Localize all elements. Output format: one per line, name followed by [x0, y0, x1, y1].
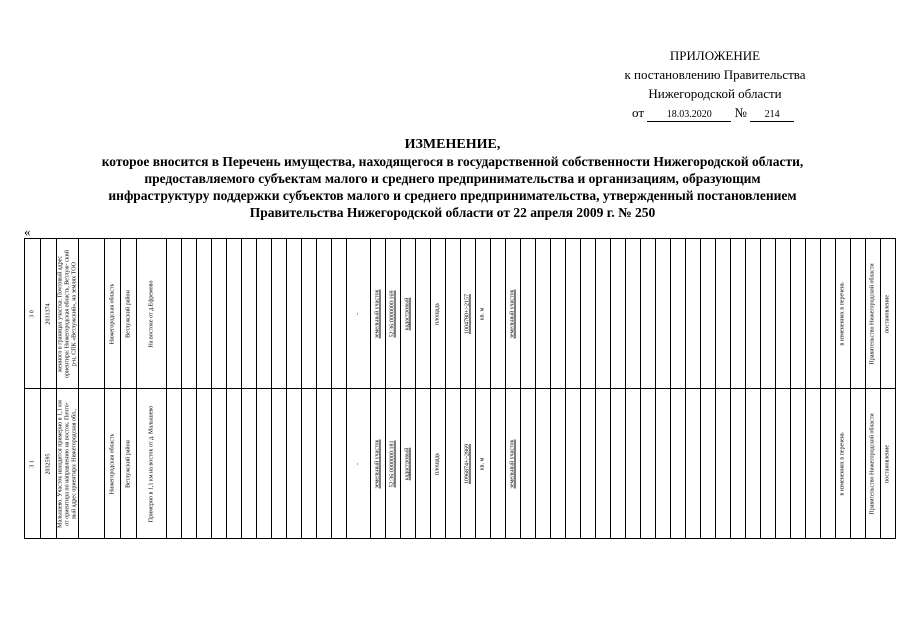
table-cell [851, 389, 866, 539]
table-cell [491, 239, 506, 389]
cell-unit: кв. м [479, 307, 486, 320]
table-cell [476, 389, 491, 539]
cell-doc-type: постановление [884, 444, 891, 483]
cell-area-value: 1096874+/-2869 [464, 443, 471, 484]
table-cell [731, 389, 746, 539]
table-cell [257, 239, 272, 389]
opening-quote: « [24, 224, 31, 239]
table-cell [242, 389, 257, 539]
table-cell [416, 389, 431, 539]
cell-authority: Правительство Нижегородской области [869, 262, 876, 365]
table-cell [611, 389, 626, 539]
table-cell [866, 389, 881, 539]
table-cell [212, 389, 227, 539]
document-title [0, 136, 905, 221]
table-cell [121, 239, 137, 389]
table-cell [731, 239, 746, 389]
table-row [25, 239, 896, 389]
cell-change: в изменениях в перечень [839, 431, 846, 496]
table-cell [551, 389, 566, 539]
appendix-title: ПРИЛОЖЕНИЕ [669, 48, 761, 63]
table-cell [371, 389, 386, 539]
table-cell [506, 239, 521, 389]
property-table [24, 238, 896, 539]
cell-authority: Правительство Нижегородской области [869, 412, 876, 515]
table-cell [626, 389, 641, 539]
table-cell [25, 239, 41, 389]
table-cell [416, 239, 431, 389]
table-cell [197, 239, 212, 389]
table-cell [257, 389, 272, 539]
table-cell [521, 239, 536, 389]
table-cell [79, 389, 105, 539]
cell-dash: - [355, 462, 361, 465]
table-cell [866, 239, 881, 389]
table-cell [821, 389, 836, 539]
table-cell [242, 239, 257, 389]
table-cell [347, 239, 371, 389]
table-cell [596, 239, 611, 389]
cell-change: в изменениях в перечень [839, 281, 846, 346]
appendix-line-3: Нижегородской области [648, 86, 782, 101]
table-cell [317, 239, 332, 389]
table-cell [287, 239, 302, 389]
cell-category: земельный участок [509, 289, 516, 338]
table-cell [881, 389, 896, 539]
table-cell [302, 239, 317, 389]
table-cell [347, 389, 371, 539]
table-cell [566, 389, 581, 539]
appendix-line-2: к постановлению Правительства [624, 67, 806, 82]
table-cell [611, 239, 626, 389]
cell-num: 3 0 [29, 309, 35, 318]
table-cell [197, 389, 212, 539]
table-cell [566, 239, 581, 389]
table-cell [656, 389, 671, 539]
cell-doc-type: постановление [884, 294, 891, 333]
table-cell [317, 389, 332, 539]
table-cell [761, 239, 776, 389]
title-line-2: предоставляемого субъектам малого и среднего предпринимательства и организациям, образующим [144, 171, 761, 186]
table-cell [641, 389, 656, 539]
table-cell [746, 239, 761, 389]
table-cell [137, 239, 167, 389]
table-cell [626, 239, 641, 389]
cell-cad-kind: кадастровый [404, 297, 411, 330]
table-cell [41, 389, 57, 539]
table-cell [836, 389, 851, 539]
table-cell [776, 239, 791, 389]
table-cell [551, 239, 566, 389]
cell-area-label: площадь [434, 302, 441, 325]
resolution-date: 18.03.2020 [647, 109, 731, 122]
cell-dash: - [355, 312, 361, 315]
table-cell [581, 239, 596, 389]
table-cell [581, 389, 596, 539]
table-cell [791, 389, 806, 539]
table-cell [461, 239, 476, 389]
table-cell [41, 239, 57, 389]
resolution-number: 214 [750, 109, 794, 122]
number-prefix: № [734, 105, 747, 120]
table-cell [121, 389, 137, 539]
table-cell [57, 239, 79, 389]
table-cell [851, 239, 866, 389]
cell-category: земельный участок [509, 439, 516, 488]
cell-description: женного в границах участка. Почтовый адрес ориентира: Нижегородская область, Ветлуж- ский р-н, СПК «Ветлужский», на землях ТОО [57, 249, 77, 378]
cell-reg: 2032595 [45, 453, 51, 474]
table-cell [881, 239, 896, 389]
table-cell [182, 239, 197, 389]
table-cell [701, 239, 716, 389]
table-cell [671, 239, 686, 389]
table-cell [182, 389, 197, 539]
title-line-1: которое вносится в Перечень имущества, находящегося в государственной собственности Нижегородской области, [101, 154, 804, 169]
table-cell [79, 239, 105, 389]
table-cell [536, 239, 551, 389]
table-cell [686, 239, 701, 389]
table-cell [806, 239, 821, 389]
title-line-3: инфраструктуру поддержки субъектов малого и среднего предпринимательства, утвержденный постановлением [108, 188, 797, 203]
table-cell [521, 389, 536, 539]
cell-num: 3 1 [29, 459, 35, 468]
cell-object-type: земельный участок [374, 289, 381, 338]
date-line [590, 103, 840, 122]
table-cell [302, 389, 317, 539]
cell-area-value: 1004780+/-2157 [464, 293, 471, 334]
table-cell [227, 239, 242, 389]
table-cell [776, 389, 791, 539]
table-cell [716, 239, 731, 389]
table-cell [836, 239, 851, 389]
table-cell [671, 389, 686, 539]
title-main: ИЗМЕНЕНИЕ, [404, 137, 501, 152]
table-cell [806, 389, 821, 539]
table-cell [791, 239, 806, 389]
table-cell [167, 389, 182, 539]
table-cell [596, 389, 611, 539]
table-cell [227, 389, 242, 539]
cell-object-type: земельный участок [374, 439, 381, 488]
cell-region: Нижегородская область [109, 433, 115, 494]
table-cell [332, 389, 347, 539]
table-cell [821, 239, 836, 389]
table-cell [461, 389, 476, 539]
table-cell [476, 239, 491, 389]
table-cell [491, 389, 506, 539]
appendix-block [590, 46, 840, 122]
table-cell [386, 239, 401, 389]
table-cell [272, 239, 287, 389]
table-cell [105, 389, 121, 539]
table-cell [716, 389, 731, 539]
title-line-4: Правительства Нижегородской области от 22 апреля 2009 г. № 250 [249, 205, 656, 220]
table-cell [656, 239, 671, 389]
table-cell [431, 389, 446, 539]
table-cell [401, 389, 416, 539]
table-cell [446, 239, 461, 389]
cell-cadastral: 52:36:0000000:169 [389, 289, 396, 338]
table-cell [287, 389, 302, 539]
table-cell [401, 239, 416, 389]
table-cell [25, 389, 41, 539]
cell-district: Ветлужский район [125, 439, 131, 488]
table-cell [446, 389, 461, 539]
cell-cad-kind: кадастровый [404, 447, 411, 480]
cell-unit: кв. м [479, 457, 486, 470]
table-cell [371, 239, 386, 389]
table-cell [701, 389, 716, 539]
table-cell [686, 389, 701, 539]
cell-area-label: площадь [434, 452, 441, 475]
table-cell [641, 239, 656, 389]
table-cell [506, 389, 521, 539]
cell-region: Нижегородская область [109, 283, 115, 344]
cell-locality: Примерно в 1,1 км на восток от д. Малышево [148, 405, 154, 522]
cell-cadastral: 52:36:0000000:181 [389, 439, 396, 488]
table-cell [212, 239, 227, 389]
date-prefix: от [632, 105, 645, 120]
cell-district: Ветлужский район [125, 289, 131, 338]
table-row [25, 389, 896, 539]
table-cell [137, 389, 167, 539]
table-cell [167, 239, 182, 389]
cell-reg: 2031374 [45, 303, 51, 324]
table-cell [536, 389, 551, 539]
table-cell [105, 239, 121, 389]
table-cell [57, 389, 79, 539]
table-cell [431, 239, 446, 389]
table-cell [272, 389, 287, 539]
table-cell [332, 239, 347, 389]
table-cell [761, 389, 776, 539]
table-cell [386, 389, 401, 539]
cell-locality: На востоке от д.Ефремово [148, 280, 154, 347]
cell-description: Малышево. Участок находится примерно в 1,1 км от ориентира по направлению на восток. Почто- вый адрес ориентира: Нижегородская обл., [57, 399, 77, 528]
table-cell [746, 389, 761, 539]
